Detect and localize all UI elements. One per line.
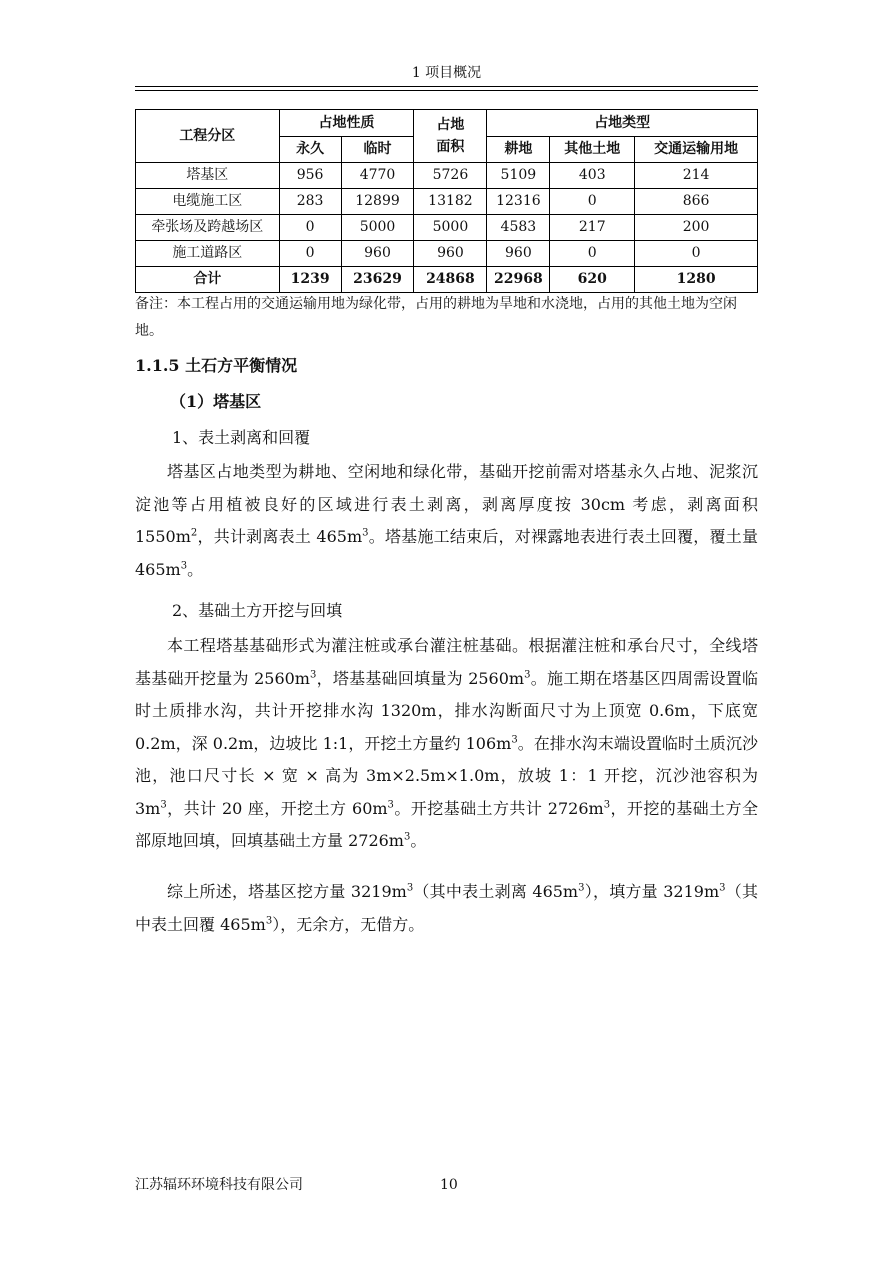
cell-area: 5000 xyxy=(414,215,487,241)
header-other-land: 其他土地 xyxy=(550,137,635,163)
cell-farmland: 12316 xyxy=(487,189,550,215)
item-heading-1: 1、表土剥离和回覆 xyxy=(172,428,311,447)
header-area xyxy=(414,110,487,163)
cell-temporary: 4770 xyxy=(341,163,414,189)
land-use-table xyxy=(135,109,758,293)
header-area-line2: 面积 xyxy=(436,139,465,155)
cell-area: 960 xyxy=(414,241,487,267)
total-permanent: 1239 xyxy=(279,267,341,293)
cell-transport-land: 0 xyxy=(635,241,758,267)
cell-other-land: 403 xyxy=(550,163,635,189)
cell-temporary: 5000 xyxy=(341,215,414,241)
total-transport-land: 1280 xyxy=(635,267,758,293)
header-nature-group: 占地性质 xyxy=(279,110,414,137)
footer-company: 江苏辐环环境科技有限公司 xyxy=(135,1177,303,1193)
header-transport-land: 交通运输用地 xyxy=(635,137,758,163)
header-temporary: 临时 xyxy=(341,137,414,163)
total-area: 24868 xyxy=(414,267,487,293)
page-header: 1 项目概况 xyxy=(411,65,482,81)
table-header-row xyxy=(136,110,758,137)
section-number: 1.1.5 xyxy=(135,356,180,375)
table-row xyxy=(136,189,758,215)
table-row xyxy=(136,163,758,189)
total-farmland: 22968 xyxy=(487,267,550,293)
cell-transport-land: 200 xyxy=(635,215,758,241)
cell-temporary: 12899 xyxy=(341,189,414,215)
table-row xyxy=(136,241,758,267)
cell-zone: 电缆施工区 xyxy=(136,189,280,215)
cell-zone: 塔基区 xyxy=(136,163,280,189)
header-farmland: 耕地 xyxy=(487,137,550,163)
cell-other-land: 0 xyxy=(550,241,635,267)
header-area-line1: 占地 xyxy=(436,117,465,133)
cell-permanent: 956 xyxy=(279,163,341,189)
cell-transport-land: 866 xyxy=(635,189,758,215)
footer-page-number: 10 xyxy=(440,1177,458,1193)
header-rule-thick xyxy=(135,86,758,87)
table-row xyxy=(136,215,758,241)
cell-zone: 牵张场及跨越场区 xyxy=(136,215,280,241)
cell-permanent: 0 xyxy=(279,241,341,267)
total-temporary: 23629 xyxy=(341,267,414,293)
table-total-row xyxy=(136,267,758,293)
header-zone: 工程分区 xyxy=(136,110,280,163)
cell-other-land: 217 xyxy=(550,215,635,241)
cell-other-land: 0 xyxy=(550,189,635,215)
paragraph-summary: 综上所述，塔基区挖方量 $3219m^3$（其中表土剥离 $465m^3$），填方量 $3219m^3$（其中表土回覆 $465m^3$），无余方，无借方。 xyxy=(135,882,758,934)
cell-permanent: 0 xyxy=(279,215,341,241)
section-heading xyxy=(135,353,297,379)
cell-area: 13182 xyxy=(414,189,487,215)
paragraph-foundation: 本工程塔基基础形式为灌注桩或承台灌注桩基础。根据灌注桩和承台尺寸，全线塔基基础开挖量为 $2560m^3$，塔基基础回填量为 $2560m^3$。施工期在塔基区四周需设置临时土质排水沟，共计开挖排水沟 1320m，排水沟断面尺寸为上顶宽 0.6m，下底宽 0.2m，深 0.2m，边坡比 1:1，开挖土方量约 $106m^3$。在排水沟末端设置临时土质沉沙池，池口尺寸长 × 宽 × 高为 3m×2.5m×1.0m，放坡 1：1 开挖，沉沙池容积为 $3m^3$，共计 20 座，开挖土方 $60m^3$。开挖基础土方共计 $2726m^3$，开挖的基础土方全部原地回填，回填基础土方量 $2726m^3$。 xyxy=(135,636,758,850)
subsection-heading: （1）塔基区 xyxy=(170,392,262,411)
cell-farmland: 4583 xyxy=(487,215,550,241)
cell-farmland: 5109 xyxy=(487,163,550,189)
cell-transport-land: 214 xyxy=(635,163,758,189)
cell-permanent: 283 xyxy=(279,189,341,215)
header-rule-thin xyxy=(135,90,758,91)
total-label: 合计 xyxy=(136,267,280,293)
item-heading-2: 2、基础土方开挖与回填 xyxy=(172,601,343,620)
paragraph-topsoil: 塔基区占地类型为耕地、空闲地和绿化带，基础开挖前需对塔基永久占地、泥浆沉淀池等占用植被良好的区域进行表土剥离，剥离厚度按 30cm 考虑，剥离面积 $1550m^2$，共计剥离表土 $465m^3$。塔基施工结束后，对裸露地表进行表土回覆，覆土量 $465m^3$。 xyxy=(135,462,758,579)
section-title: 土石方平衡情况 xyxy=(185,356,298,375)
table-note: 备注：本工程占用的交通运输用地为绿化带，占用的耕地为旱地和水浇地，占用的其他土地为空闲地。 xyxy=(135,296,737,339)
cell-temporary: 960 xyxy=(341,241,414,267)
header-permanent: 永久 xyxy=(279,137,341,163)
header-type-group: 占地类型 xyxy=(487,110,758,137)
cell-area: 5726 xyxy=(414,163,487,189)
cell-farmland: 960 xyxy=(487,241,550,267)
total-other-land: 620 xyxy=(550,267,635,293)
cell-zone: 施工道路区 xyxy=(136,241,280,267)
